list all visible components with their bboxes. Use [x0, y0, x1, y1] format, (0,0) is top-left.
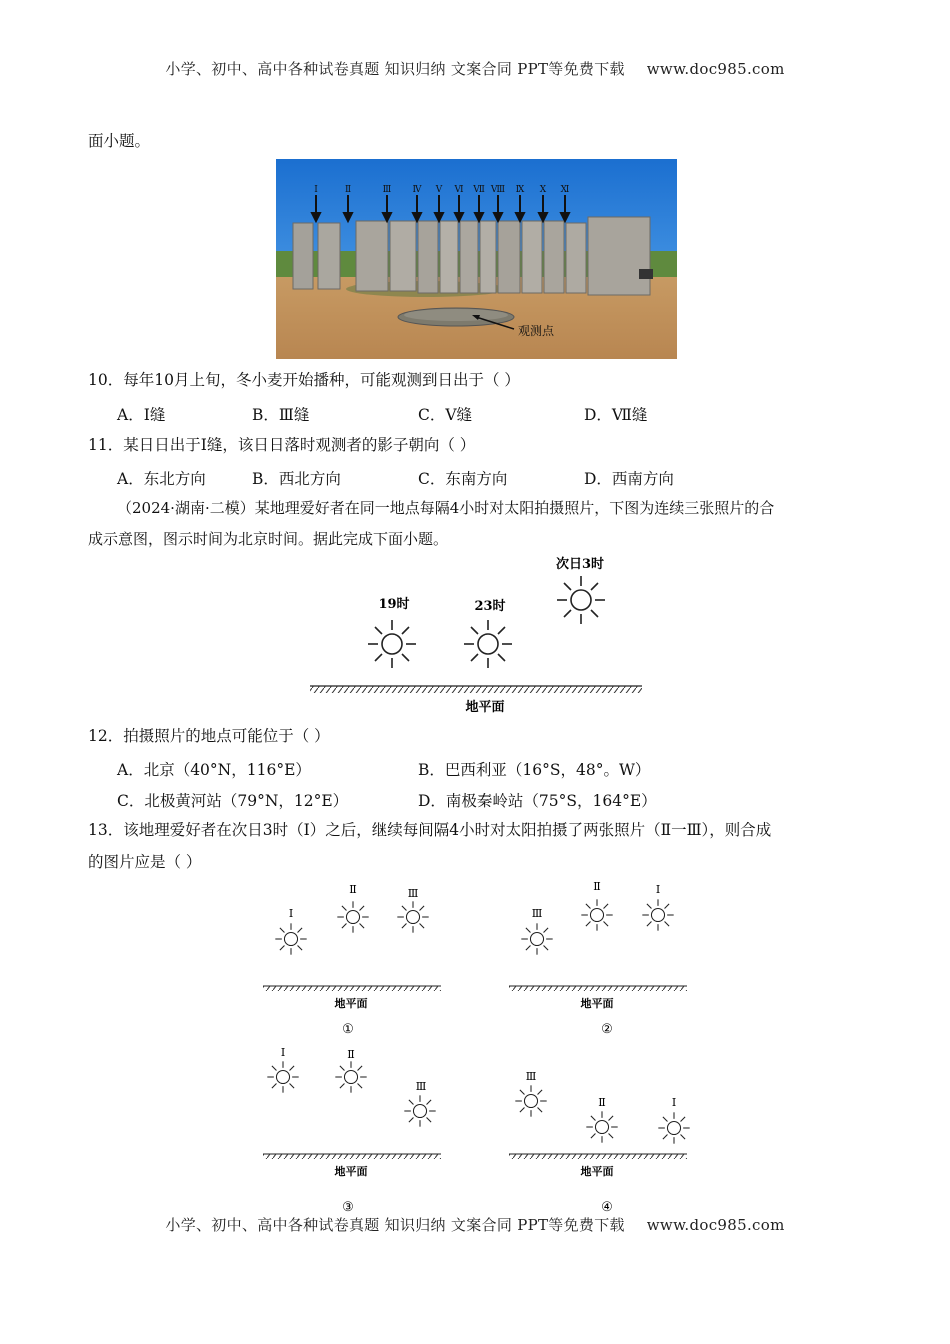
q10-option-b[interactable]: B．Ⅲ缝 — [252, 406, 310, 424]
q11-option-d[interactable]: D．西南方向 — [584, 470, 674, 488]
slot-label: Ⅹ — [539, 185, 547, 195]
panel-label: ① — [342, 1022, 354, 1037]
time-label-next-3: 次日3时 — [555, 557, 605, 572]
q11-option-c[interactable]: C．东南方向 — [418, 470, 508, 488]
q10-option-d[interactable]: D．Ⅶ缝 — [584, 406, 648, 424]
sun-icon — [397, 901, 428, 932]
sun-figure-2 — [255, 878, 705, 1214]
q10-option-a[interactable]: A．Ⅰ缝 — [117, 406, 166, 424]
q12-option-a[interactable]: A．北京（40°N，116°E） — [117, 761, 311, 779]
panel-label: ③ — [342, 1200, 354, 1214]
panel-2[interactable] — [509, 880, 687, 1037]
ground-label: 地平面 — [465, 700, 505, 715]
q12-option-d[interactable]: D．南极秦岭站（75°S，164°E） — [418, 792, 657, 810]
ground-label: 地平面 — [580, 997, 614, 1010]
q13-stem-line2: 的图片应是（ ） — [88, 853, 202, 871]
sun-label: Ⅰ — [671, 1096, 677, 1109]
panel-label: ④ — [601, 1200, 613, 1214]
footer-url[interactable]: www.doc985.com — [646, 1216, 785, 1234]
sun-icon — [335, 1061, 366, 1092]
slot-label: Ⅶ — [473, 185, 485, 195]
header-text: 小学、初中、高中各种试卷真题 知识归纳 文案合同 PPT等免费下载 — [165, 60, 625, 78]
ground-label: 地平面 — [334, 1165, 368, 1178]
q12-stem: 12．拍摄照片的地点可能位于（ ） — [88, 727, 330, 745]
sun-label: Ⅱ — [347, 1048, 355, 1061]
slot-label: Ⅰ — [314, 185, 318, 195]
observe-point-label: 观测点 — [518, 324, 555, 338]
page-header — [0, 58, 950, 79]
header-url[interactable]: www.doc985.com — [646, 60, 785, 78]
time-label-19: 19时 — [378, 597, 410, 612]
sun-icon — [581, 899, 612, 930]
slot-label: Ⅸ — [515, 185, 525, 195]
intro2-line2: 成示意图，图示时间为北京时间。据此完成下面小题。 — [88, 530, 449, 548]
footer-text: 小学、初中、高中各种试卷真题 知识归纳 文案合同 PPT等免费下载 — [165, 1216, 625, 1234]
sun-label: Ⅲ — [531, 907, 543, 920]
slot-label: Ⅱ — [344, 185, 352, 195]
sun-icon — [515, 1085, 546, 1116]
sun-icon — [464, 620, 512, 668]
sun-label: Ⅱ — [598, 1096, 606, 1109]
q12-option-b[interactable]: B．巴西利亚（16°S，48°。W） — [418, 761, 651, 779]
slot-label: Ⅲ — [382, 185, 392, 195]
slot-label: Ⅳ — [412, 185, 422, 195]
sun-icon — [275, 923, 306, 954]
sun-label: Ⅲ — [525, 1070, 537, 1083]
panel-3[interactable] — [263, 1046, 441, 1214]
sun-figure-1 — [300, 552, 650, 717]
q11-option-b[interactable]: B．西北方向 — [252, 470, 341, 488]
sundial-photo — [276, 159, 677, 359]
q10-stem: 10．每年10月上旬，冬小麦开始播种，可能观测到日出于（ ） — [88, 371, 520, 389]
sun-icon — [557, 576, 605, 624]
sun-label: Ⅲ — [407, 887, 419, 900]
sun-label: Ⅰ — [280, 1046, 286, 1059]
slot-label: Ⅵ — [454, 185, 464, 195]
slot-label: Ⅺ — [560, 185, 570, 195]
intro2-line1: （2024·湖南·二模）某地理爱好者在同一地点每隔4小时对太阳拍摄照片，下图为连续三张照片的合 — [117, 499, 775, 517]
sun-label: Ⅰ — [655, 883, 661, 896]
panel-4[interactable] — [509, 1070, 690, 1214]
q10-option-c[interactable]: C．Ⅴ缝 — [418, 406, 473, 424]
q11-option-a[interactable]: A．东北方向 — [117, 470, 206, 488]
sun-icon — [404, 1095, 435, 1126]
intro-tail: 面小题。 — [88, 132, 151, 150]
sun-icon — [642, 899, 673, 930]
sun-label: Ⅱ — [593, 880, 601, 893]
slot-label: Ⅷ — [490, 185, 506, 195]
sun-label: Ⅲ — [415, 1080, 427, 1093]
sun-icon — [267, 1061, 298, 1092]
sun-icon — [521, 923, 552, 954]
time-label-23: 23时 — [474, 599, 506, 614]
sun-icon — [586, 1111, 617, 1142]
sun-icon — [658, 1112, 689, 1143]
ground-label: 地平面 — [580, 1165, 614, 1178]
page-footer — [0, 1214, 950, 1235]
sun-icon — [337, 901, 368, 932]
q12-option-c[interactable]: C．北极黄河站（79°N，12°E） — [117, 792, 349, 810]
ground-label: 地平面 — [334, 997, 368, 1010]
panel-label: ② — [601, 1022, 613, 1037]
panel-1[interactable] — [263, 883, 441, 1037]
q13-stem-line1: 13．该地理爱好者在次日3时（Ⅰ）之后，继续每间隔4小时对太阳拍摄了两张照片（Ⅱ一Ⅲ），则合成 — [88, 821, 772, 839]
sun-label: Ⅰ — [288, 907, 294, 920]
sun-icon — [368, 620, 416, 668]
sun-label: Ⅱ — [349, 883, 357, 896]
slot-label: Ⅴ — [435, 185, 443, 195]
q11-stem: 11．某日日出于Ⅰ缝，该日日落时观测者的影子朝向（ ） — [88, 436, 476, 454]
